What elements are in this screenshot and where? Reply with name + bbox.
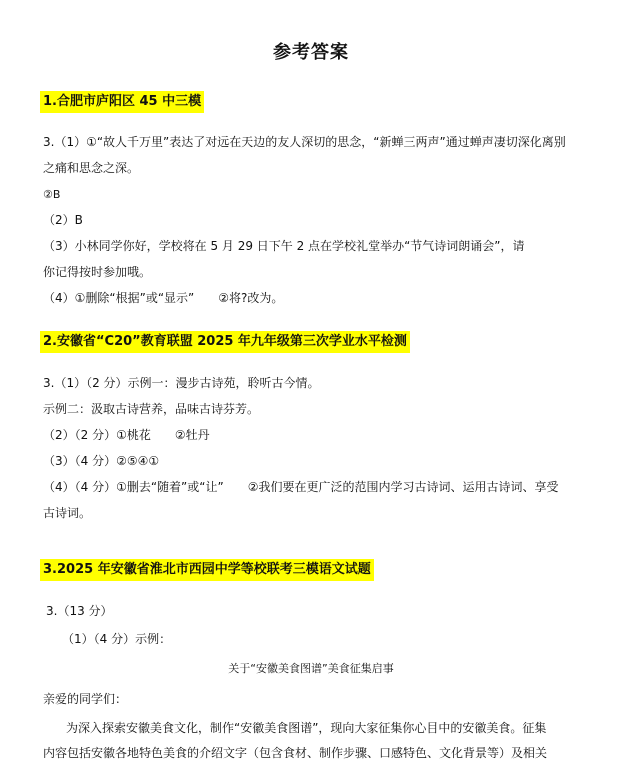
answer-line: （1）（4 分）示例：: [62, 632, 172, 646]
answer-line: 之痛和思念之深。: [43, 161, 140, 175]
answer-line: （3）小林同学你好，学校将在 5 月 29 日下午 2 点在学校礼堂举办“节气诗词朗诵会”，请: [43, 239, 525, 253]
section-3-heading: 3.2025 年安徽省淮北市西园中学等校联考三模语文试题: [40, 559, 374, 581]
answer-line: 3.（1）（2 分）示例一：漫步古诗苑，聆听古今情。: [43, 376, 320, 390]
page-title: 参考答案: [273, 42, 349, 63]
section-1-heading: 1.合肥市庐阳区 45 中三模: [40, 91, 204, 113]
answer-line: 亲爱的同学们：: [43, 692, 128, 706]
answer-line: ②B: [43, 188, 61, 201]
answer-line: 示例二：汲取古诗营养，品味古诗芬芳。: [43, 402, 260, 416]
answer-line: （3）（4 分）②⑤④①: [43, 454, 160, 468]
answer-line: 3.（1）①“故人千万里”表达了对远在天边的友人深切的思念，“新蝉三两声”通过蝉声凄切深化离别: [43, 135, 566, 149]
answer-line: 内容包括安徽各地特色美食的介绍文字（包含食材、制作步骤、口感特色、文化背景等）及相关: [43, 746, 548, 760]
answer-line: （2）（2 分）①桃花 ②牡丹: [43, 428, 210, 442]
answer-line: （4）（4 分）①删去“随着”或“让” ②我们要在更广泛的范围内学习古诗词、运用古诗词、享受: [43, 480, 559, 494]
answer-line: （2）B: [43, 213, 83, 227]
answer-line: 古诗词。: [43, 506, 92, 520]
section-2-heading: 2.安徽省“C20”教育联盟 2025 年九年级第三次学业水平检测: [40, 331, 410, 353]
answer-line: 你记得按时参加哦。: [43, 265, 152, 279]
answer-line: 3.（13 分）: [46, 604, 113, 618]
answer-line: （4）①删除“根据”或“显示” ②将?改为。: [43, 291, 284, 305]
answer-line: 为深入探索安徽美食文化，制作“安徽美食图谱”，现向大家征集你心目中的安徽美食。征集: [66, 721, 547, 735]
notice-title: 关于“安徽美食图谱”美食征集启事: [228, 662, 394, 675]
